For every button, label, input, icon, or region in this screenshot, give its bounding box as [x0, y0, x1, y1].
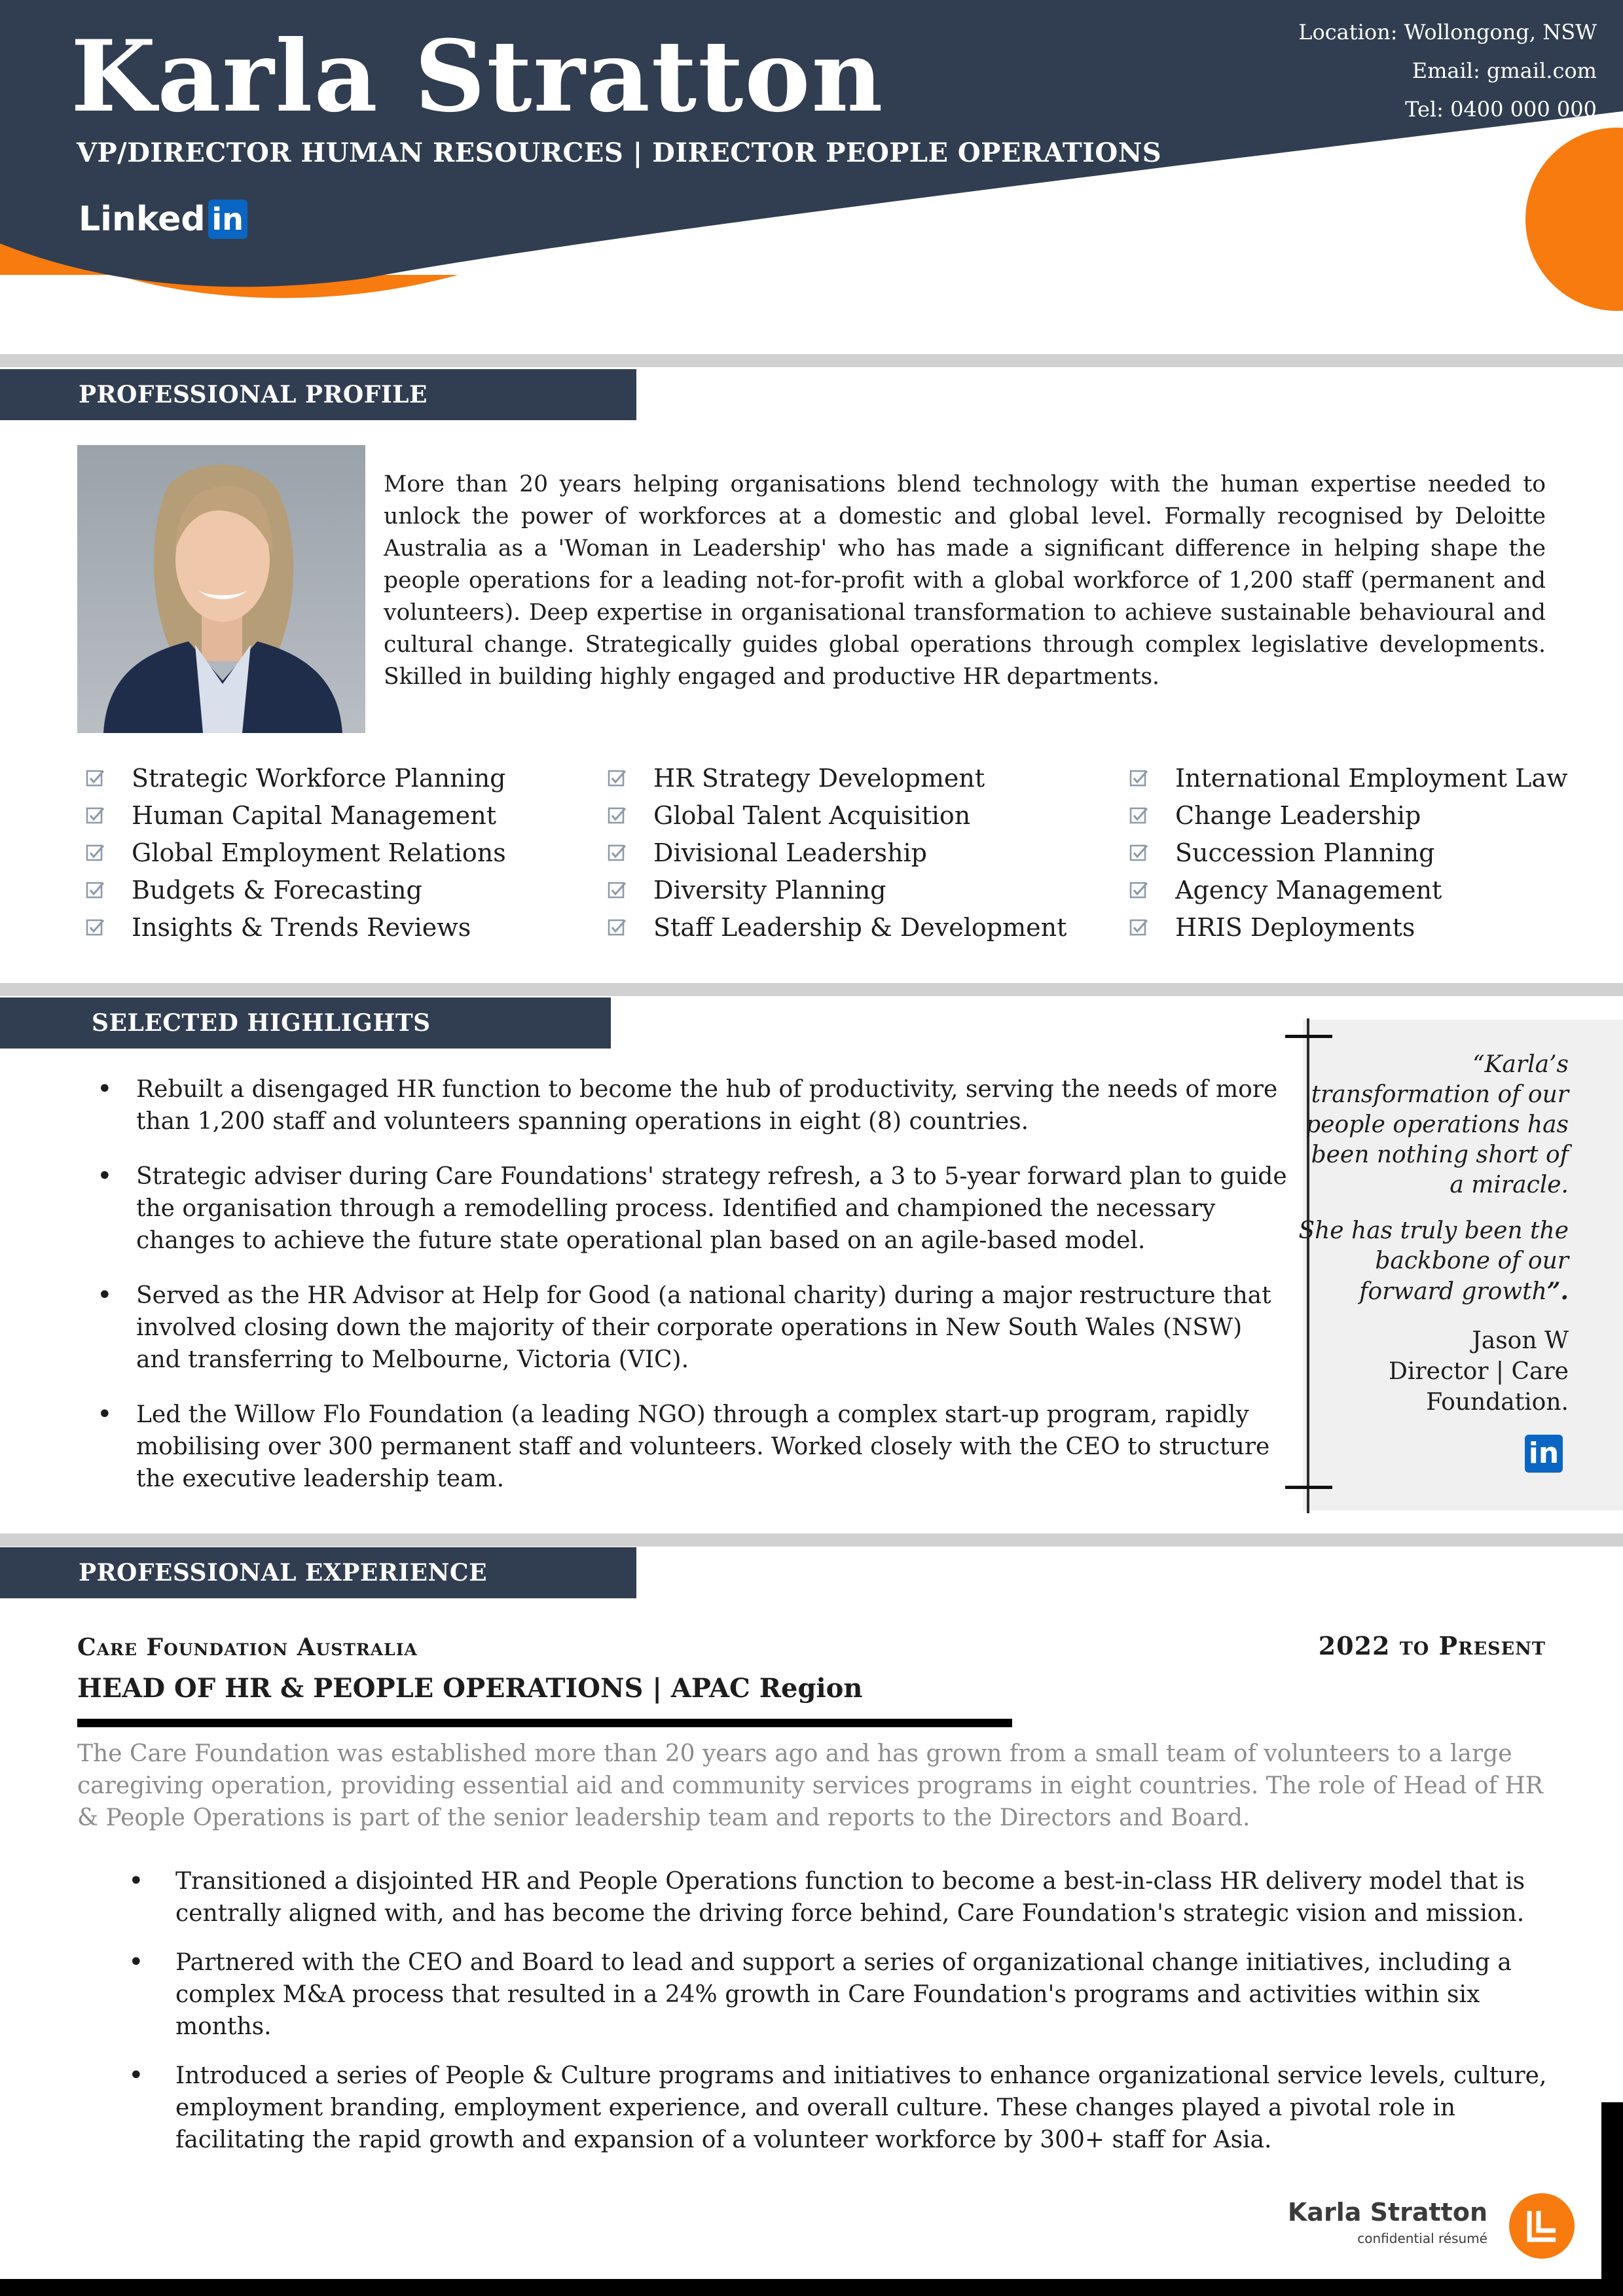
- footer-brand: [1288, 2198, 1487, 2246]
- testimonial-rule-bottom: [1285, 1486, 1332, 1489]
- checkbox-icon: [1129, 880, 1149, 900]
- linkedin-wordmark: Linked: [79, 200, 206, 239]
- testimonial-quote: [1294, 1050, 1569, 1323]
- highlights-list: [92, 1073, 1290, 1518]
- checkbox-icon: [1129, 768, 1149, 788]
- checkbox-icon: [86, 768, 105, 788]
- skill-item: [1129, 797, 1623, 834]
- testimonial-rule-top: [1285, 1035, 1332, 1038]
- job-title-rule: [77, 1719, 1012, 1727]
- skill-label: HRIS Deployments: [1175, 912, 1415, 942]
- section-divider: [0, 983, 1623, 996]
- profile-photo: [77, 445, 365, 733]
- highlight-item: • Strategic adviser during Care Foundations' strategy refresh, a 3 to 5-year forward plan to guide the organisation through a remodelling process. Identified and championed the necessary changes to achieve the future state operational plan based on an agile-based model.: [92, 1160, 1290, 1257]
- page-bottom-bar: [0, 2279, 1623, 2296]
- skill-item: [1129, 834, 1623, 871]
- highlight-item: • Served as the HR Advisor at Help for Good (a national charity) during a major restructure that involved closing down the majority of their corporate operations in New South Wales (NSW) and transferring to Melbourne, Victoria (VIC).: [92, 1280, 1290, 1376]
- testimonial-author: Jason W: [1472, 1327, 1569, 1354]
- contact-location: Location: Wollongong, NSW: [1298, 20, 1597, 45]
- skill-label: Budgets & Forecasting: [132, 875, 422, 905]
- checkbox-icon: [608, 880, 627, 900]
- skill-label: Human Capital Management: [132, 800, 496, 830]
- contact-email[interactable]: Email: gmail.com: [1412, 58, 1597, 83]
- skill-item: [86, 908, 596, 946]
- skill-label: Global Employment Relations: [132, 838, 506, 867]
- checkbox-icon: [86, 806, 105, 825]
- testimonial-attribution: [1294, 1325, 1569, 1418]
- company-description: The Care Foundation was established more than 20 years ago and has grown from a small team of volunteers to a large caregiving operation, providing essential aid and community services programs in eight countries. The role of Head of HR & People Operations is part of the senior leadership team and reports to the Directors and Board.: [77, 1740, 1543, 1831]
- checkbox-icon: [608, 918, 627, 937]
- skill-item: [608, 871, 1118, 908]
- profile-heading: PROFESSIONAL PROFILE: [0, 369, 636, 420]
- achievement-item: • Transitioned a disjointed HR and People Operations function to become a best-in-class HR delivery model that is centrally aligned with, and has become the driving force behind, Care Foundation's strategic vision and mission.: [128, 1865, 1569, 1929]
- checkbox-icon: [86, 843, 105, 863]
- candidate-name: Karla Stratton: [71, 19, 884, 134]
- skill-item: [608, 908, 1118, 946]
- skill-label: Agency Management: [1175, 875, 1442, 905]
- highlight-item: • Rebuilt a disengaged HR function to become the hub of productivity, serving the needs of more than 1,200 staff and volunteers spanning operations in eight (8) countries.: [92, 1073, 1290, 1138]
- linkedin-link[interactable]: [79, 200, 247, 239]
- skill-label: Staff Leadership & Development: [653, 912, 1067, 942]
- skill-item: [608, 759, 1118, 797]
- skill-item: [608, 797, 1118, 834]
- skill-item: [86, 871, 596, 908]
- skill-label: Global Talent Acquisition: [653, 800, 971, 830]
- skill-item: [86, 759, 596, 797]
- checkbox-icon: [1129, 843, 1149, 863]
- skills-column-2: [608, 759, 1118, 946]
- testimonial-quote-part-1: “Karla’s transformation of our people operations has been nothing short of a miracle.: [1305, 1051, 1569, 1198]
- contact-block: [1298, 13, 1597, 129]
- page-edge-bar: [1601, 2102, 1623, 2296]
- skill-label: Diversity Planning: [653, 875, 886, 905]
- testimonial-author-title: Director | Care Foundation.: [1389, 1358, 1569, 1416]
- section-divider: [0, 354, 1623, 367]
- highlight-item: • Led the Willow Flo Foundation (a leading NGO) through a complex start-up program, rapidly mobilising over 300 permanent staff and volunteers. Worked closely with the CEO to structure the executive leadership team.: [92, 1399, 1290, 1495]
- skill-item: [86, 834, 596, 871]
- testimonial-quote-part-2: [1294, 1216, 1569, 1307]
- checkbox-icon: [86, 880, 105, 900]
- footer-name: Karla Stratton: [1287, 2198, 1487, 2227]
- highlights-heading: SELECTED HIGHLIGHTS: [0, 997, 611, 1049]
- experience-heading: PROFESSIONAL EXPERIENCE: [0, 1547, 636, 1598]
- skill-label: Change Leadership: [1175, 800, 1421, 830]
- skill-label: Divisional Leadership: [653, 838, 927, 867]
- header-orange-circle: [1525, 128, 1623, 311]
- skill-label: Succession Planning: [1175, 838, 1435, 867]
- testimonial-quote-part-2-text: She has truly been the backbone of our forward growth: [1298, 1217, 1569, 1305]
- contact-phone[interactable]: Tel: 0400 000 000: [1405, 97, 1597, 122]
- checkbox-icon: [608, 843, 627, 863]
- linkedin-icon[interactable]: in: [1525, 1435, 1563, 1473]
- skill-label: International Employment Law: [1175, 763, 1568, 793]
- checkbox-icon: [608, 768, 627, 788]
- checkbox-icon: [608, 806, 627, 825]
- skills-column-3: [1129, 759, 1623, 946]
- linkedin-icon: in: [208, 200, 247, 239]
- skill-label: HR Strategy Development: [653, 763, 985, 793]
- skill-label: Strategic Workforce Planning: [132, 763, 506, 793]
- skill-label: Insights & Trends Reviews: [132, 912, 471, 942]
- achievement-item: • Partnered with the CEO and Board to lead and support a series of organizational change initiatives, including a complex M&A process that resulted in a 24% growth in Care Foundation's programs and activities within six months.: [128, 1946, 1569, 2043]
- job-title: HEAD OF HR & PEOPLE OPERATIONS | APAC Region: [77, 1673, 863, 1704]
- checkbox-icon: [1129, 918, 1149, 937]
- monogram-logo-icon: [1508, 2193, 1575, 2259]
- skill-item: [608, 834, 1118, 871]
- skill-item: [1129, 908, 1623, 946]
- skill-item: [86, 797, 596, 834]
- testimonial-quote-close: ”.: [1546, 1278, 1569, 1305]
- checkbox-icon: [86, 918, 105, 937]
- achievements-list: [128, 1865, 1569, 2173]
- skill-item: [1129, 871, 1623, 908]
- section-divider: [0, 1534, 1623, 1547]
- company-name: Care Foundation Australia: [77, 1634, 418, 1661]
- profile-summary: More than 20 years helping organisations blend technology with the human expertise needed to unlock the power of workforces at a domestic and global level. Formally recognised by Deloitte Australia as a 'Woman in Leadership' who has made a significant difference in helping shape the people operations for a leading not-for-profit with a global workforce of 1,200 staff (permanent and volunteers). Deep expertise in organisational transformation to achieve sustainable behavioural and cultural change. Strategically guides global operations through complex legislative developments. Skilled in building highly engaged and productive HR departments.: [384, 471, 1546, 690]
- skills-column-1: [86, 759, 596, 946]
- checkbox-icon: [1129, 806, 1149, 825]
- job-dates: 2022 to Present: [1318, 1631, 1546, 1660]
- footer-subtitle: confidential résumé: [1357, 2231, 1487, 2246]
- achievement-item: • Introduced a series of People & Culture programs and initiatives to enhance organizational service levels, culture, employment branding, employment experience, and overall culture. These changes played a pivotal role in facilitating the rapid growth and expansion of a volunteer workforce by 300+ staff for Asia.: [128, 2060, 1569, 2156]
- skill-item: [1129, 759, 1623, 797]
- candidate-role: VP/DIRECTOR HUMAN RESOURCES | DIRECTOR PEOPLE OPERATIONS: [77, 137, 1162, 168]
